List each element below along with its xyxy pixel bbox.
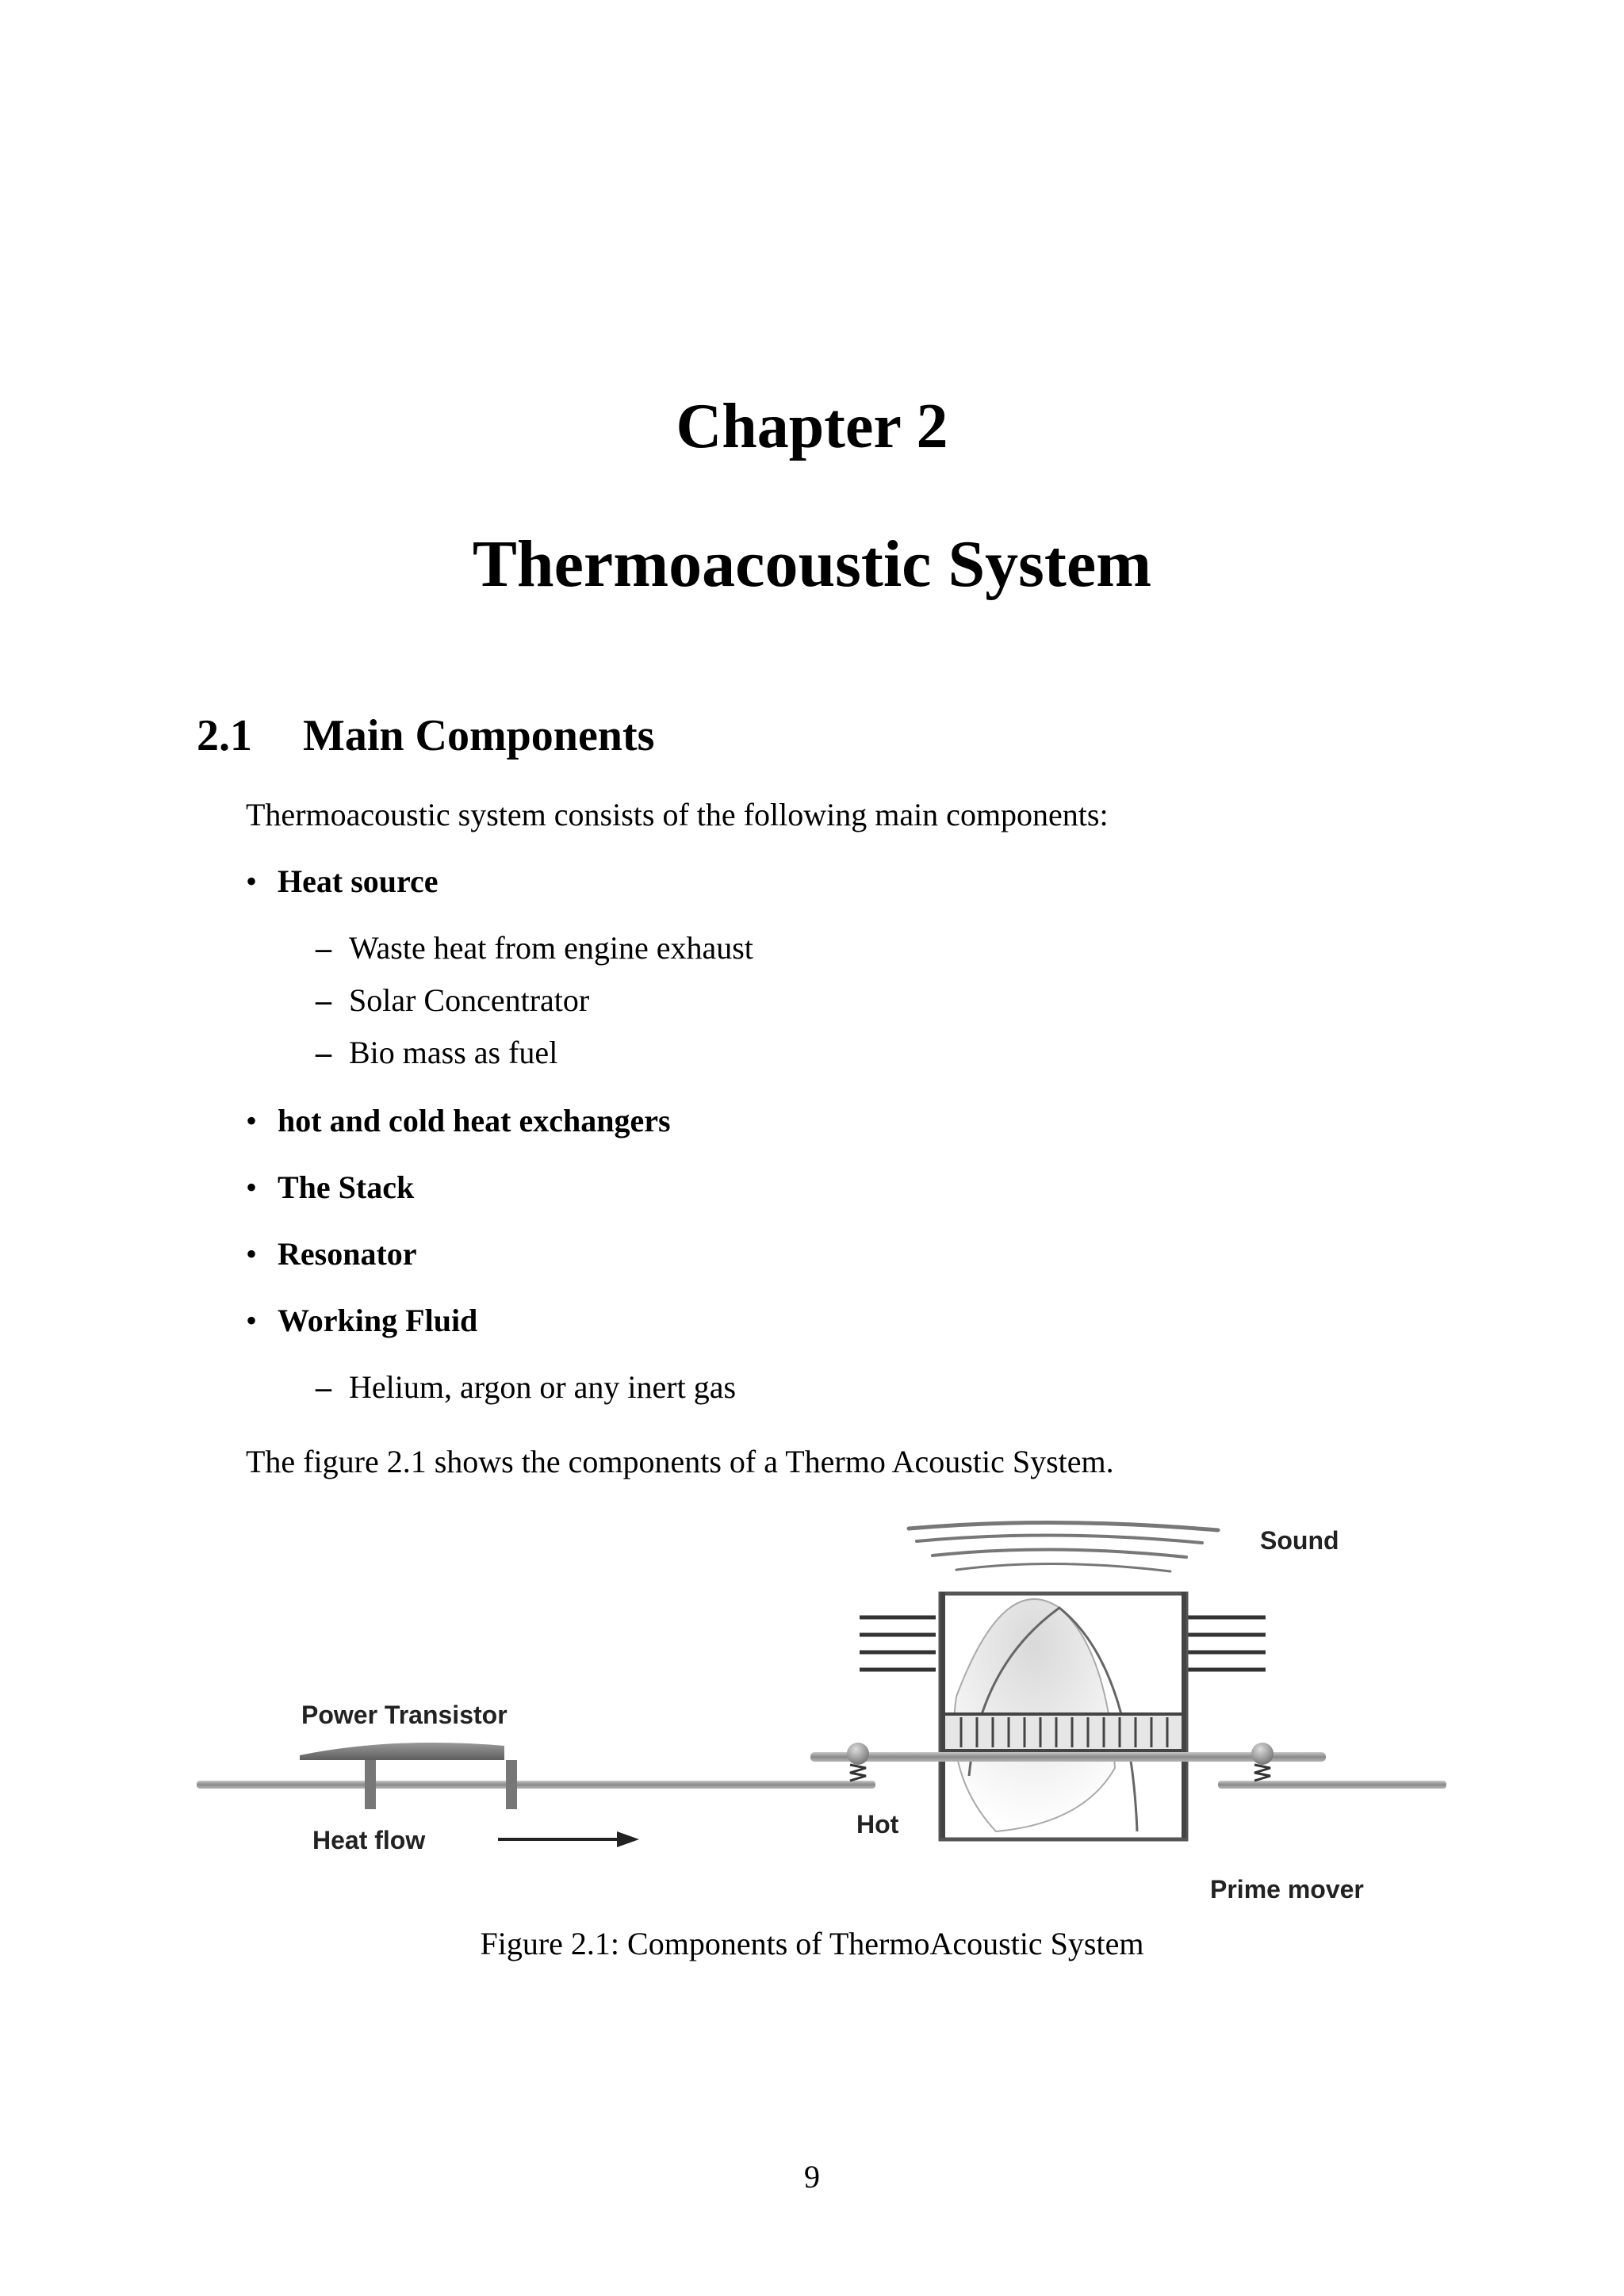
thermoacoustic-diagram bbox=[195, 1506, 1448, 1919]
left-fins bbox=[860, 1617, 936, 1670]
sub-item-label: Helium, argon or any inert gas bbox=[349, 1369, 737, 1405]
sound-waves bbox=[909, 1522, 1218, 1571]
label-power-transistor: Power Transistor bbox=[301, 1701, 508, 1729]
list-item-resonator bbox=[246, 1234, 417, 1275]
label-heat-flow: Heat flow bbox=[312, 1826, 426, 1854]
page-number: 9 bbox=[804, 2159, 820, 2195]
right-fins bbox=[1186, 1617, 1266, 1670]
dash-icon: – bbox=[316, 1035, 331, 1070]
chapter-number: Chapter 2 bbox=[676, 392, 948, 461]
section-title: Main Components bbox=[303, 711, 655, 760]
label-sound: Sound bbox=[1260, 1526, 1339, 1555]
figure-reference-paragraph: The figure 2.1 shows the components of a Thermo Acoustic System. bbox=[246, 1444, 1114, 1479]
sub-item-label: Waste heat from engine exhaust bbox=[349, 930, 753, 966]
dash-icon: – bbox=[316, 930, 331, 966]
figure-caption: Figure 2.1: Components of ThermoAcoustic System bbox=[480, 1926, 1144, 1961]
bullet-icon: • bbox=[246, 863, 258, 899]
list-item-label: hot and cold heat exchangers bbox=[278, 1103, 671, 1138]
dash-icon: – bbox=[316, 1369, 331, 1405]
bullet-icon: • bbox=[246, 1236, 258, 1272]
heat-flow-arrow bbox=[498, 1831, 639, 1847]
prime-mover-chamber bbox=[940, 1592, 1186, 1839]
bullet-icon: • bbox=[246, 1303, 258, 1338]
sub-item-label: Solar Concentrator bbox=[349, 982, 590, 1018]
chapter-title: Thermoacoustic System bbox=[472, 527, 1152, 601]
sub-item bbox=[316, 1032, 557, 1073]
sub-item bbox=[316, 928, 753, 969]
label-hot: Hot bbox=[856, 1810, 899, 1839]
heat-pipe-right bbox=[1218, 1781, 1446, 1789]
label-prime-mover: Prime mover bbox=[1210, 1875, 1364, 1904]
intro-paragraph: Thermoacoustic system consists of the following main components: bbox=[246, 797, 1109, 832]
list-item-heat-exchangers bbox=[246, 1100, 671, 1142]
bullet-icon: • bbox=[246, 1169, 258, 1205]
section-number: 2.1 bbox=[197, 711, 252, 760]
bullet-icon: • bbox=[246, 1103, 258, 1138]
sub-item-label: Bio mass as fuel bbox=[349, 1035, 558, 1070]
list-item-label: Resonator bbox=[278, 1236, 417, 1272]
sub-item bbox=[316, 980, 589, 1021]
upper-bar bbox=[810, 1752, 1326, 1762]
power-transistor bbox=[300, 1743, 517, 1809]
list-item-stack bbox=[246, 1167, 414, 1208]
list-item-label: Heat source bbox=[278, 863, 439, 899]
sub-item bbox=[316, 1367, 736, 1408]
list-item-label: The Stack bbox=[278, 1169, 415, 1205]
list-item-label: Working Fluid bbox=[278, 1303, 478, 1338]
list-item-heat-source bbox=[246, 861, 439, 902]
section-heading bbox=[197, 708, 654, 763]
list-item-working-fluid bbox=[246, 1300, 477, 1341]
heat-pipe-left bbox=[197, 1781, 875, 1789]
dash-icon: – bbox=[316, 982, 331, 1018]
